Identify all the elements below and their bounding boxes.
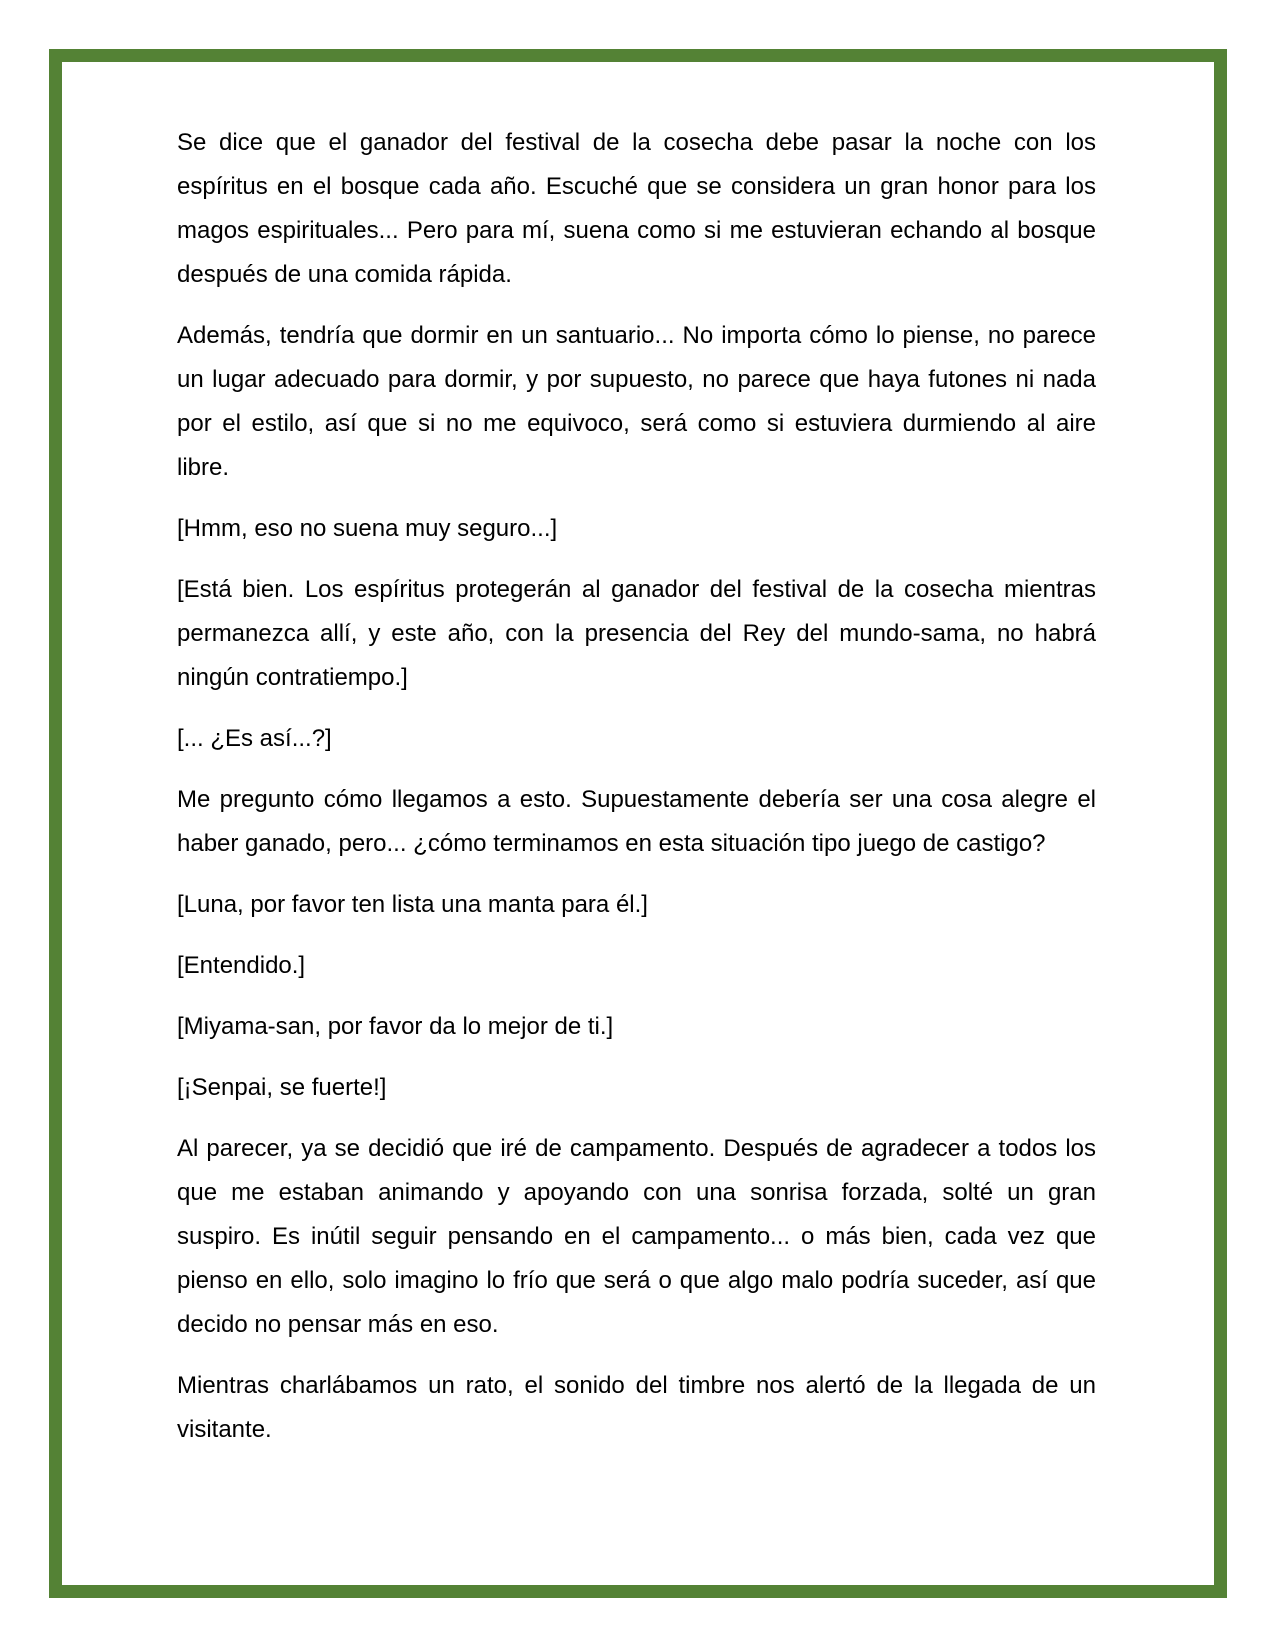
paragraph: Además, tendría que dormir en un santuario... No importa cómo lo piense, no parece un lugar adecuado para dormir, y por supuesto, no parece que haya futones ni nada por el estilo, así que si no me equivoco, será como si estuviera durmiendo al aire libre. bbox=[177, 322, 1096, 481]
paragraph: Mientras charlábamos un rato, el sonido del timbre nos alertó de la llegada de un visitante. bbox=[177, 1372, 1096, 1443]
dialogue-line: [Está bien. Los espíritus protegerán al ganador del festival de la cosecha mientras permanezca allí, y este año, con la presencia del Rey del mundo-sama, no habrá ningún contratiempo.] bbox=[177, 576, 1096, 691]
dialogue-line: [Entendido.] bbox=[177, 952, 306, 979]
paragraph: Me pregunto cómo llegamos a esto. Supuestamente debería ser una cosa alegre el haber ganado, pero... ¿cómo terminamos en esta situación tipo juego de castigo? bbox=[177, 786, 1096, 857]
dialogue-line: [Hmm, eso no suena muy seguro...] bbox=[177, 515, 558, 542]
paragraph: Al parecer, ya se decidió que iré de campamento. Después de agradecer a todos los que me estaban animando y apoyando con una sonrisa forzada, solté un gran suspiro. Es inútil seguir pensando en el campamento... o más bien, cada vez que pienso en ello, solo imagino lo frío que será o que algo malo podría suceder, así que decido no pensar más en eso. bbox=[177, 1135, 1096, 1338]
dialogue-line: [¡Senpai, se fuerte!] bbox=[177, 1074, 387, 1101]
paragraph: Se dice que el ganador del festival de la cosecha debe pasar la noche con los espíritus en el bosque cada año. Escuché que se considera un gran honor para los magos espirituales... Pero para mí, suena como si me estuvieran echando al bosque después de una comida rápida. bbox=[177, 129, 1096, 288]
document-body bbox=[177, 121, 1096, 1452]
dialogue-line: [Luna, por favor ten lista una manta para él.] bbox=[177, 891, 648, 918]
dialogue-line: [Miyama-san, por favor da lo mejor de ti.] bbox=[177, 1013, 614, 1040]
dialogue-line: [... ¿Es así...?] bbox=[177, 725, 332, 752]
